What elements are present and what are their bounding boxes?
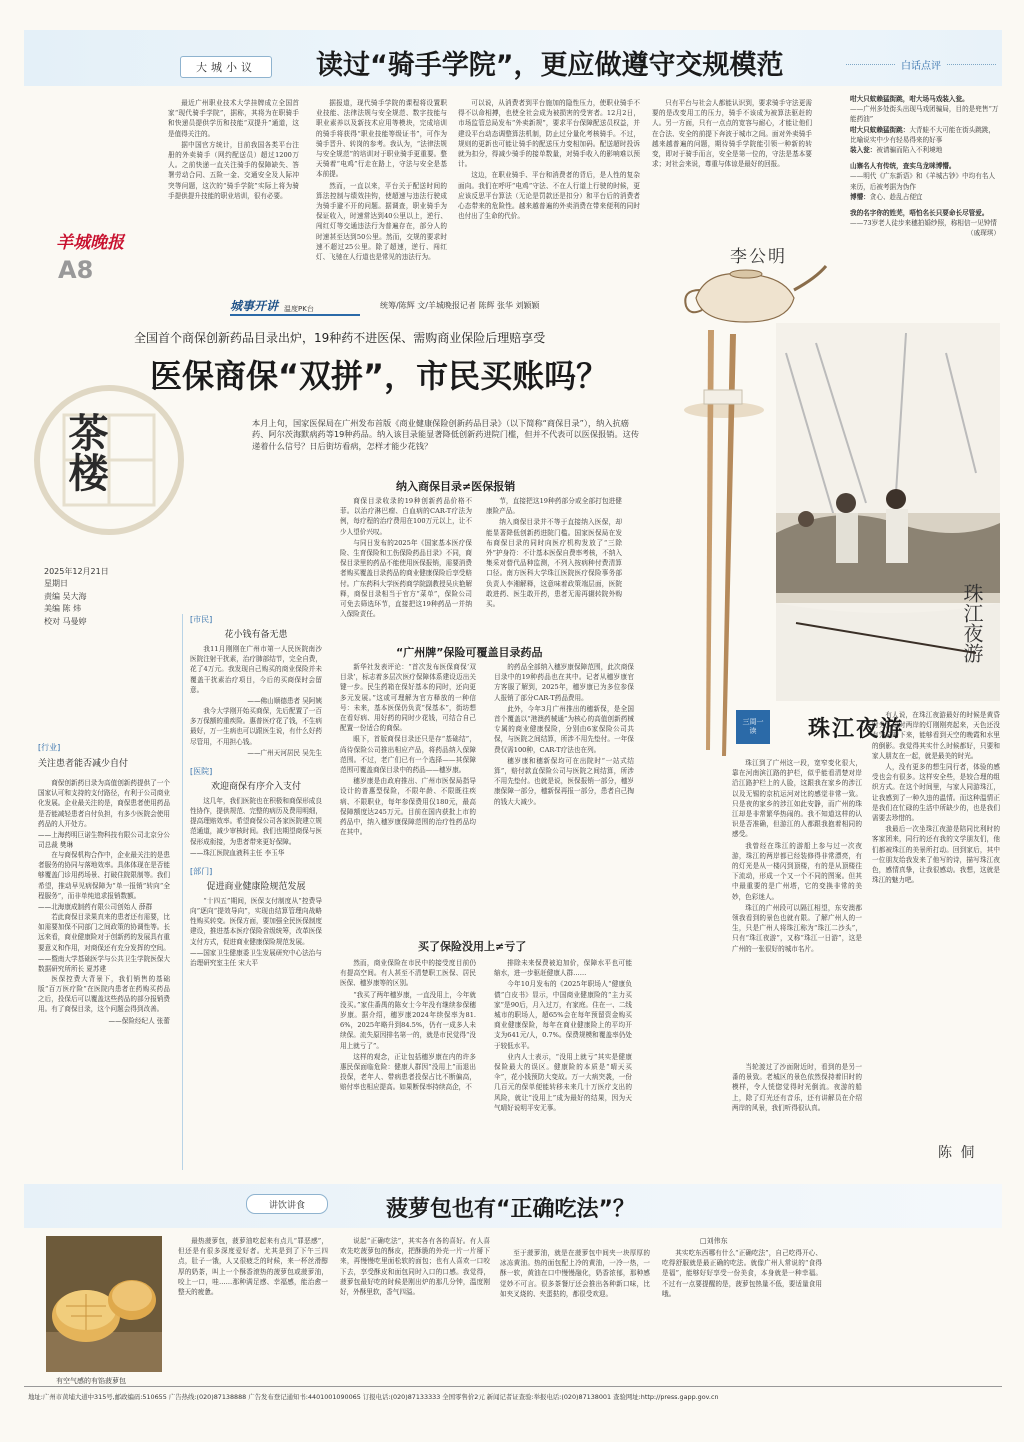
sidebar-item: 山寨名人有传统，查实乌龙咪博懵。 xyxy=(850,162,956,171)
sidebar-item: 装入瓮：被请骗而陷入不利境地 xyxy=(850,146,943,155)
sidebar-item: ——73岁老人徒步来穗拍婚纱照，称相信一见钟情 xyxy=(850,219,997,228)
teapot-illustration xyxy=(676,258,836,328)
letter-sign: ——佛山顺德患者 吴阿姨 xyxy=(247,697,322,706)
sidebar-item: 咁大只蚊赖猛街跳，咁大场马戏装入瓮。 xyxy=(850,95,969,103)
feature-headline: 医保商保“双拼”，市民买账吗？ xyxy=(150,357,609,395)
sidebar-title: 白话点评 xyxy=(901,60,941,72)
top-essay-col-1: 最近广州职业技术大学挂牌成立全国首家“现代骑手学院”，据称，其将为在职骑手和快递员提供学历和技能“双提升”通道，这是值得关注的。 据中国官方统计，目前我国各类平台注册的外卖骑手（网约配送员）超过1200万人。之前快递一直关注骑手的保障缺失、答署劳动合同、五险一金、交通安全及人际冲突等问题，这次的“骑手学院”实际上将为骑手提供提升技能的职业培训，很有必要。 xyxy=(168,99,299,200)
feature-column-sub: 温度PK台 xyxy=(284,305,314,313)
pearl-column-tag: 三周一读 xyxy=(736,710,770,744)
top-essay-col-3: 可以说，从消费者到平台施加的隐性压力，使职业骑手不得不以命相搏，也使全社会成为被损害的受害者。12月2日，市场监管总局发布“外卖新规”，要求平台保障配送员权益，并建设平台动态调整算法机制，防止过分量化考核骑手。不过，规则的更新也可能让骑手的配送压力变相加码。配送超时投诉就为扣分，得减少骑手的接单数量，对骑手收入的影响难以预计。 这边，在职业骑手、平台和消费者的背后，是人性的复杂面向。我们在呼吁“电鸡”守法、不在人行道上行驶的时候，更应该反思平台算法（无论是罚款还是扣分）和平台后的消费者心态带来的危险性。越来越普遍的外卖消费在带来便利的同时也付出了生命的代价。 xyxy=(458,99,640,221)
letter-sign: ——广州天河居民 吴先生 xyxy=(247,748,322,757)
pineapple-col-1: 最热菠萝包，菠萝油吃起来有点儿“罪恶感”，但还是有很多深度爱好者。尤其是到了下午三四点，肚子一饿，人又很疲乏的时候，来一杯丝滑醇厚的奶茶，叫上一个酥香滚热的菠萝包或菠萝油，咬上一口，哇……那种满足感、幸福感，能治愈一整天的疲惫。 xyxy=(178,1237,328,1297)
letter-tag-department: [部门] xyxy=(190,866,213,876)
paper-logo xyxy=(56,228,136,254)
column-tag-dacheng xyxy=(180,56,272,78)
sidebar-header xyxy=(846,56,996,72)
sidebar-item: 咁大只蚊赖猛街跳：大青蛙不大可能在街头跳跳，比喻说实中少有轻易得来的好事 xyxy=(850,125,996,144)
sidebar-item: ——广州多处街头出现马戏团骗局，目的是兜售“万能药油” xyxy=(850,105,999,124)
letter-tag-citizen: [市民] xyxy=(190,615,213,624)
letter-sign: ——珠江医院血液科主任 李玉华 xyxy=(190,848,285,857)
editor-credit: 责编 吴大海 xyxy=(44,591,87,601)
sidebar-comments xyxy=(850,94,1000,324)
sidebar-item: （戚琛琪） xyxy=(967,229,1000,238)
top-essay-col-4: 只有平台与社会人都能认识到，要求骑手守法更需要的是改变用工的压力，骑手不该成为被算法驱赶的人。另一方面，只有一点点的宽容与耐心，才能让他们在合法、安全的前提下奔波于城市之间。面对外卖骑手越来越普遍的问题，期待骑手学院能引领一种新的转变，即对于骑手而言，安全是第一位的，守法是基本要求；对社会来说，尊重与体谅是最好的回报。 xyxy=(652,99,812,169)
sidebar-item: 博懵：贪心、趁乱占便宜 xyxy=(850,192,923,201)
industry-title: 关注患者能否减少自付 xyxy=(38,759,129,769)
paper-logo-text: 羊城晚报 xyxy=(56,233,124,253)
issue-date: 2025年12月21日 xyxy=(44,567,109,576)
feature-sub1-col-2: 节，直接把这19种药部分或全部打包进健康险产品。 纳入商保目录并不等于直接纳入医保，却能显著降低创新药进院门槛。国家医保局在发布商保目录的同时向医疗机构发放了“三除外”护身符：不计基本医保自费率考核，不纳入集采对替代品种监测，不列入按病种付费清算口径。南方医科大学珠江医院医疗保险事务部负责人李湘解释，这意味着政策端层面，医院敢进药、医生敢开药，患者无需再辗转院外购买。 xyxy=(486,497,622,609)
letter-title: 促进商业健康险规范发展 xyxy=(206,881,306,892)
pineapple-author: □刘伟东 xyxy=(700,1237,728,1245)
feature-sub1-col-1: 商保目录收录的19种创新药品价格不菲。以治疗淋巴瘤、白血病的CAR-T疗法为例，每疗程的治疗费用在100万元以上，让不少人望价兴叹。 与同日发布的2025年《国家基本医疗保险、生育保险和工伤保险药品目录》不同，商保目录里的药品不能使用医保报销，需要消费者购买覆盖目录药品的商业健康保险后享受赔付。广东药科大学医药商学院副教授吴庆艳解释，商保目录相当于官方“菜单”，保险公司可免去筛选环节，直接把这19种药品一并纳入保险责任。 xyxy=(340,497,472,619)
footer-rule xyxy=(24,1386,1002,1387)
feature-sub3-col-2: 排除未来保费被迫加价，保障水平也可能缩水，进一步驱赶健康人群…… 今年10月发布的《2025年职场人“健康负债”白皮书》显示，中国商业健康险的“主力买家”是90后，月入过万，有家庭。住在一、二线城市的职场人，超65%会在每年预留资金购买商业健康保险，每年在商业健康险上的平均开支为641元/人，0.7%。保费规模和覆盖率仍处于较低水平。 业内人士表示，“没用上就亏”其实是健康保险最大的误区。健康险的本质是“晴天买伞”，花小钱预防大变故。万一大病突袭，一份几百元的保单便能转移未来几十万医疗支出的风险，就让“没用上”成为最好的结果，因为天气晴好说明平安无事。 xyxy=(494,959,632,1112)
pearl-title: 珠江夜游 xyxy=(808,717,905,742)
industry-tag: [行业] xyxy=(38,743,61,752)
photo-caption: 有空气感的有馅菠萝包 xyxy=(56,1377,126,1385)
sidebar-item: ——明代《广东新语》和《羊城古钞》中均有名人来历，后被考据为伪作 xyxy=(850,172,996,191)
pearl-col-1: 珠江到了广州这一段，宽窄变化很大，靠在河南滨江路的护栏，似乎能看清楚对岸沿江路护栏上的人脸，这跟我在家乡的涉江以及无锡的京杭运河对比的感觉非常一致。只是夜的家乡的涉江如此安静，而广州的珠江却是非常繁华热闹的。我不知道这样的认识是否准确，但游江的人都跟我抱着相同的感受。 我曾经在珠江的游船上参与过一次夜游，珠江的两岸都已经装修得非常漂亮，有的灯光是从一楼闪到顶楼，有的是从顶楼往下流动，形成一个又一个不同的图案。但其中最重要的是广州塔，它的变换非常的美妙，色彩迷人。 珠江的广州段可以隔江相望，东安澳都领我看到的景色也就有限。了解广州人的一生，只是广州人将珠江称为“珠江二沙头”，只有“珠江夜游”，又称“珠江一日游”，这是广州的一张很好的城市名片。 xyxy=(732,759,862,953)
industry-sign: ——暨南大学基础医学与公共卫生学院医保大数据研究所所长 夏苏建 xyxy=(38,954,170,973)
feature-credits: 统筹/陈辉 文/羊城晚报记者 陈辉 张华 刘颖颖 xyxy=(380,301,540,310)
industry-sign: ——北海康成制药有限公司创始人 薛群 xyxy=(38,903,153,912)
letter-tag-hospital: [医院] xyxy=(190,766,213,776)
issue-weekday: 星期日 xyxy=(44,579,68,589)
subhead-2: “广州牌”保险可覆盖目录药品 xyxy=(396,646,543,659)
subhead-3: 买了保险没用上≠亏了 xyxy=(418,940,527,953)
feature-sub3-col-1: 然而，商业保险在市民中的接受度目前仍有提高空间。有人甚至不清楚职工医保、居民医保、穗岁康等的区别。 “我买了两年穗岁康，一直没用上，今年就没买。”家住番禺的陈女士今年没有继续参保穗岁康。据介绍，穗岁康2024年续保率为81.6%，2025年略升到84.5%，仍有一成多人未续保。流失原因排名第一的，就是市民觉得“没用上就亏了”。 这样的观念，正让包括穗岁康在内的许多惠民保面临危险：健康人群因“没用上”而退出投保，老年人、带病患者投保占比不断偏高，赔付率也相应提高。如果断保率持续高企，不 xyxy=(340,959,476,1092)
pineapple-col-4: 其实吃东西哪有什么“正确吃法”，自己吃得开心、吃得舒服就是最正确的吃法。就像广州人常说的“食得是福”，能够好好享受一份美食，本身就是一种幸福。不过有一点要提醒的是，菠萝包热量不低，要适量食用哦。 xyxy=(662,1249,822,1298)
subhead-1: 纳入商保目录≠医保报销 xyxy=(396,480,516,493)
letter-title: 欢迎商保有序介入支付 xyxy=(210,781,301,792)
pineapple-headline: 菠萝包也有“正确吃法”？ xyxy=(386,1197,635,1222)
feature-lead: 本月上旬，国家医保局在广州发布首版《商业健康保险创新药品目录》（以下简称“商保目录”），纳入抗癌药、阿尔茨海默病药等19种药品。纳入该目录能显著降低创新药进院门槛，但并不代表可以医保报销。这传递着什么信号？日后街坊看病，怎样才能少花钱？ xyxy=(252,418,640,451)
pineapple-col-3: 至于菠萝油，就是在菠萝包中间夹一块厚厚的冰冻黄油。热的面包配上冷的黄油，一冷一热，一酥一软，黄油在口中慢慢融化，奶香浓郁，那种感觉妙不可言。很多茶餐厅还会推出各种新口味，比如夹叉烧的、夹蛋挞的，都很受欢迎。 xyxy=(500,1249,650,1298)
pearl-col-2: 有人说，在珠江夜游最好的时候是黄昏时分，这时两岸的灯刚刚亮起来，天色还没有完全暗下来，能够看到天空的晚霞和水里的倒影。我觉得其实什么时候都好，只要和家人朋友在一起，就是最美的时光。 人，没有更多的想生同行者，体验的感受也会有很多。这样安全些，是较合理的组织方式。在这个时间里，与家人同游珠江，让我感到了一种久违的温情。而这种温情正是我们在忙碌的生活中所缺少的，也是我们需要去珍惜的。 我最后一次坐珠江夜游是陪同比利时的客家团来，同行的还有我的文学朋友们，他们都被珠江的美景所打动。回到家后，其中一位朋友给我发来了他写的诗，描写珠江夜色，感情真挚，让我很感动。我想，这就是珠江的魅力吧。 xyxy=(872,711,1000,885)
pineapple-bun-photo xyxy=(46,1236,162,1372)
chopsticks-illustration xyxy=(680,330,770,770)
industry-sign: ——保险经纪人 张蕾 xyxy=(108,1016,170,1025)
letter-title: 花小钱有备无患 xyxy=(224,630,288,640)
industry-sign: ——上海药明巨诺生物科技有限公司北京分公司总裁 樊琳 xyxy=(38,831,170,850)
top-headline: 读过“骑手学院”，更应做遵守交规模范 xyxy=(316,50,784,81)
designer-credit: 美编 陈 炜 xyxy=(44,604,82,614)
proof-credit: 校对 马曼婷 xyxy=(44,616,87,626)
industry-body: 商保创新药目录为高值创新药提供了一个国家认可和支持的支付路径，有利于公司商业化发展。企业最关注的是，商保患者使用药品是否能减轻患者自付负担，有多少医院会使用药品的人开处方。 ——上海药明巨诺生物科技有限公司北京分公司总裁 樊琳 在与商保机构合作中，企业最关注的是患者服务的协同与落地效率。具体体现在是否能够覆盖门诊用药场景、打破住院限制等。我们希望，推动早见病保障为“单一报销”转向“全程服务”，而非单纯追求报销数额。 ——北海康成制药有限公司创始人 薛群 若此商保目录果真来的患者还有需要，比如需要加保不同部门之间政策的协调性等。长远来看，商业健康险对于创新药的发展具有重要意义和作用，对商保还有充分发挥的空间。 ——暨南大学基础医学与公共卫生学院医保大数据研究所所长 夏苏建 医保控费大背景下，我们销售的基础版“百万医疗险”在医院内患者在药购买药品之后，投保后可以覆盖这些药品的部分报销费用。有了商保目录，这个问题会得到改善。 ——保险经纪人 张蕾 xyxy=(38,779,170,1025)
page-number: A8 xyxy=(58,256,94,284)
teahouse-info xyxy=(44,566,144,628)
teahouse-title: 茶楼 xyxy=(62,412,109,492)
footer-info: 地址:广州市黄埔大道中315号,邮政编码:510655 广告热线:(020)87138888 广告发布登记通知书:4401001090065 订报电话:(020)87133333 全国零售价2元 新闻记者证查验:举报电话:(020)87138001 查验网址:http://press.gapp.gov.cn xyxy=(28,1393,719,1401)
pearl-col-1b: 当轮渡过了沙面附近时，看到的是另一番的景致。老城区的景色依然保持着旧时的模样，令人恍惚觉得时光倒流。夜游的船上，除了灯光还有音乐，还有讲解员在介绍两岸的风景，我们听得很认真。 xyxy=(732,1063,862,1112)
pearl-river-painting xyxy=(776,323,1000,701)
feature-sub2-col-2: 的药品全部纳入穗岁康保障范围，此次商保目录中的19种药品也在其中。记者从穗岁康官方客服了解到，2025年，穗岁康已为多位参保人报销了部分CAR-T药品费用。 此外，今年3月广州推出的穗新保，是全国首个覆盖以“港澳药械通”为核心的高值创新药械专属的商业健康保险，分别由6家保险公司共保，与医院之间结算，所涉不用先垫付。一年保费仅需100种，CAR-T疗法也在列。 穗岁康和穗新保均可在出院时“一站式结算”，赔付款直保险公司与医院之间结算，所涉不用先垫付。也就是说，医保报销一部分，穗岁康保障一部分，穗新保再报一部分，患者自己掏的钱大大减少。 xyxy=(494,663,634,806)
feature-kicker: 全国首个商保创新药品目录出炉，19种药不进医保、需购商业保险后理赔享受 xyxy=(134,331,546,345)
top-essay-author: 李公明 xyxy=(730,247,787,267)
letter-sign: ——国家卫生健康委卫生发展研究中心法治与治理研究室主任 宋大平 xyxy=(190,948,322,967)
top-essay-col-2: 据报道，现代骑手学院的课程将设置职业技能、法律法规与安全规范、数字技能与职业素养以及新技术应用等模块，完成培训的骑手将获得“职业技能等级证书”，可作为骑手晋升、转岗的参考。我认为，“法律法规与安全规范”的培训对于职业骑手更重要。整天骑着“电鸡”行走在路上，守法与安全是基本前提。 然而，一直以来，平台关于配送时间的算法控制与绩效挂钩，使超速与违法行驶成为骑手避不开的问题。据调查，职业骑手为保证收入，时速常达到40公里以上，逆行、闯红灯等交通违法行为普遍存在，部分人的时速甚至达到50公里。然而，交规的要求时速不超过25公里。除了超速，逆行、闯红灯、飞驰在人行道也是常见的违法行为。 xyxy=(316,99,447,262)
pineapple-column-tag: 讲饮讲食 xyxy=(246,1194,328,1214)
pineapple-col-2: 说起“正确吃法”，其实各有各的喜好。有人喜欢先吃菠萝包的酥皮，把酥脆的外壳一片一片掰下来，再慢慢吃里面松软的面包；也有人喜欢一口咬下去，享受酥皮和面包同时入口的口感。我觉得，菠萝包最好吃的时候是刚出炉的那几分钟，温度刚好，外酥里软，香气四溢。 xyxy=(340,1237,490,1297)
feature-sub2-col-1: 新华社发表评论：“首次发布医保商保‘双目录’，标志着多层次医疗保障体系建设迈出关键一步。民生药箱在保好基本的同时，还向更多元发展。”这或可理解为官方释放的一种信号：未来，基本医保仍负责“保基本”，街坊想在看好病、用好药的同时少花钱，可结合自己配置一份适合的商保。 眼下，首版商保目录还只是存“基础结”，尚待保险公司推出相应产品，将药品纳入保障范围。不过，老广们已有一个选择——其保障范围可覆盖商保目录中的药品——穗岁康。 穗岁康是由政府推出、广州市医保局指导设计的普惠型保险，不限年龄、不限既往疾病、不限职业，每年参保费用仅180元，最高保障额度达245万元。目前在国内获批上市的药品中，纳入穗岁康保障范围的治疗性药品均在其中。 xyxy=(340,663,476,837)
pearl-author: 陈 侗 xyxy=(938,1145,977,1161)
feature-column-logo xyxy=(230,296,360,316)
letters-column: [市民] 花小钱有备无患 我11月刚刚在广州市第一人民医院南沙医院注射干扰素，治疗肺部结节，完全自费，花了4万元。我发现自己购买的商业保险并未覆盖干扰素治疗项目，今后的买商保时会留意。 ——佛山顺德患者 吴阿姨 我今大学刚开始买商保，先后配置了一百多万保额的重疾险。惠普医疗花了钱，不生病最好，万一生病也可以跟医生说，有什么好药尽管用，不用担心钱。 ——广州天河居民 吴先生 [医院] 欢迎商保有序介入支付 这几年，我们医院也在积极和商保形成良性协作，提供规范、完整的病历及费用明细，提高理赔效率。希望商保公司各家医院建立规范通道，减少审核时间。我们也期望商保与医保形成衔接，为患者带来更好保障。 ——珠江医院血液科主任 李玉华 [部门] 促进商业健康险规范发展 “十四五”期间，医保支付制度从“控费导向”逐向“提效导向”，实现由结算管理向战略性购买转变。医保方面，要加强全民医保制度建设，推进基本医疗保险省级统筹，改革医保支付方式，促进商业健康保险规范发展。 ——国家卫生健康委卫生发展研究中心法治与治理研究室主任 宋大平 xyxy=(190,615,322,967)
feature-column-name: 城事开讲 xyxy=(230,299,279,313)
column-tag-label: 大城小议 xyxy=(196,61,256,74)
sidebar-item: 我的名字你的姓芜，唔怕名长只要命长尽管爱。 xyxy=(850,209,989,218)
svg-text:珠江夜游: 珠江夜游 xyxy=(960,583,984,663)
